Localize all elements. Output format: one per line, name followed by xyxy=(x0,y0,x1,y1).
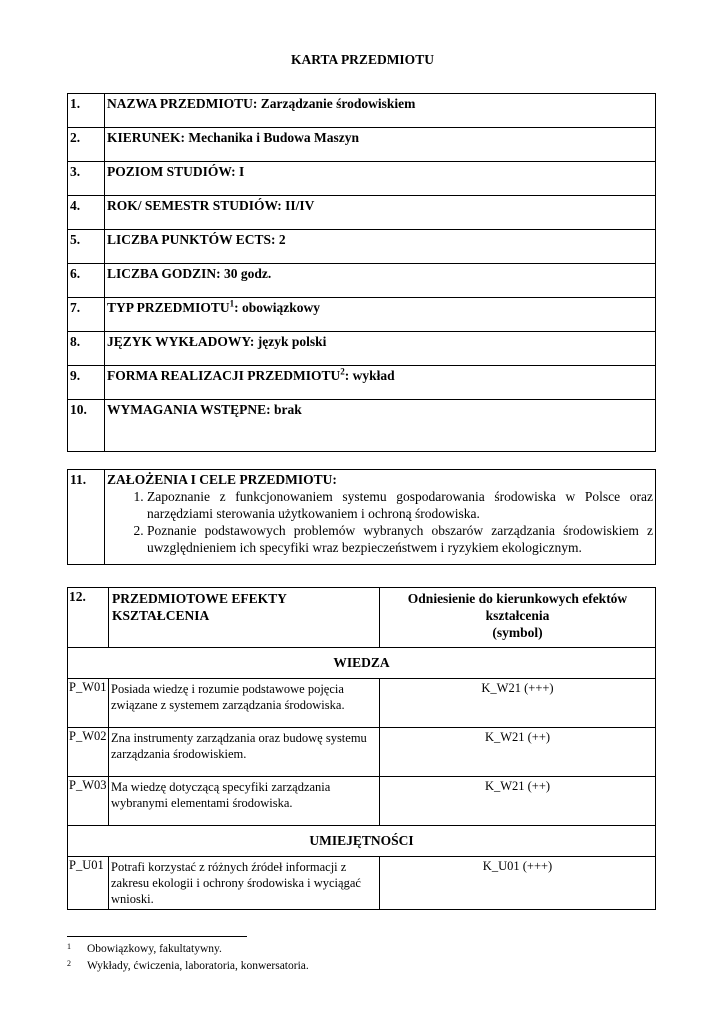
reference-column-header xyxy=(380,588,656,648)
outcome-row xyxy=(68,679,656,728)
course-info-row xyxy=(68,94,656,128)
outcome-reference: K_W21 (++) xyxy=(380,777,656,826)
section-heading: WIEDZA xyxy=(68,648,656,679)
row-value: : wykład xyxy=(344,368,395,383)
footnote-ref: 1 xyxy=(229,298,235,309)
course-info-row xyxy=(68,230,656,264)
row-content xyxy=(105,94,656,128)
outcome-row xyxy=(68,728,656,777)
outcomes-column-header xyxy=(109,588,380,648)
row-content xyxy=(105,264,656,298)
goals-number: 11. xyxy=(68,470,105,565)
outcomes-table xyxy=(67,587,656,910)
row-number: 10. xyxy=(68,400,105,452)
row-content xyxy=(105,332,656,366)
row-label: FORMA REALIZACJI PRZEDMIOTU xyxy=(107,368,341,383)
footnote-mark: 2 xyxy=(67,959,71,968)
outcome-description: Posiada wiedzę i rozumie podstawowe pojęcia związane z systemem zarządzania środowiska. xyxy=(109,679,380,728)
section-heading: UMIEJĘTNOŚCI xyxy=(68,826,656,857)
course-info-row xyxy=(68,196,656,230)
row-number: 8. xyxy=(68,332,105,366)
footnote-text: Obowiązkowy, fakultatywny. xyxy=(87,943,222,955)
row-number: 2. xyxy=(68,128,105,162)
goals-list xyxy=(107,488,653,556)
row-label: KIERUNEK: Mechanika i Budowa Maszyn xyxy=(107,130,360,145)
course-info-row xyxy=(68,264,656,298)
goal-item: 1. Zapoznanie z funkcjonowaniem systemu gospodarowania środowiska w Polsce oraz narzędziami sterowania użytkowaniem i ochroną środowiska. xyxy=(147,488,653,522)
row-label: TYP PRZEDMIOTU xyxy=(107,300,230,315)
course-info-row xyxy=(68,162,656,196)
row-label: WYMAGANIA WSTĘPNE: brak xyxy=(107,402,302,417)
row-number: 4. xyxy=(68,196,105,230)
header-line: PRZEDMIOTOWE EFEKTY xyxy=(112,591,287,606)
row-number: 1. xyxy=(68,94,105,128)
course-info-table xyxy=(67,93,656,452)
outcome-row xyxy=(68,857,656,910)
row-content xyxy=(105,298,656,332)
course-info-row xyxy=(68,128,656,162)
outcome-row xyxy=(68,777,656,826)
outcome-code: P_U01 xyxy=(68,857,109,910)
footnote-mark: 1 xyxy=(67,942,71,951)
outcome-description: Potrafi korzystać z różnych źródeł informacji z zakresu ekologii i ochrony środowiska i wyciągać wnioski. xyxy=(109,857,380,910)
header-line: Odniesienie do kierunkowych efektów xyxy=(407,591,628,606)
outcome-reference: K_W21 (++) xyxy=(380,728,656,777)
goals-table xyxy=(67,469,656,565)
row-content xyxy=(105,366,656,400)
footnote-ref: 2 xyxy=(340,366,345,377)
outcome-description: Ma wiedzę dotyczącą specyfiki zarządzania wybranymi elementami środowiska. xyxy=(109,777,380,826)
row-number: 3. xyxy=(68,162,105,196)
row-content xyxy=(105,128,656,162)
row-label: LICZBA PUNKTÓW ECTS: 2 xyxy=(107,232,286,247)
row-label: JĘZYK WYKŁADOWY: język polski xyxy=(107,334,327,349)
row-label: NAZWA PRZEDMIOTU: Zarządzanie środowiskiem xyxy=(107,96,416,111)
course-info-row xyxy=(68,366,656,400)
row-content xyxy=(105,162,656,196)
row-number: 7. xyxy=(68,298,105,332)
row-number: 6. xyxy=(68,264,105,298)
outcome-reference: K_W21 (+++) xyxy=(380,679,656,728)
course-info-row xyxy=(68,298,656,332)
outcomes-number: 12. xyxy=(68,588,109,648)
row-number: 5. xyxy=(68,230,105,264)
row-content xyxy=(105,196,656,230)
footnotes xyxy=(67,936,656,975)
footnote xyxy=(67,958,656,975)
footnote-rule xyxy=(67,936,247,937)
header-line: KSZTAŁCENIA xyxy=(112,608,210,623)
outcome-reference: K_U01 (+++) xyxy=(380,857,656,910)
section-row xyxy=(68,648,656,679)
page-title: KARTA PRZEDMIOTU xyxy=(291,52,434,67)
row-number: 9. xyxy=(68,366,105,400)
outcome-code: P_W02 xyxy=(68,728,109,777)
header-line: (symbol) xyxy=(492,625,543,640)
row-label: POZIOM STUDIÓW: I xyxy=(107,164,245,179)
row-value: : obowiązkowy xyxy=(234,300,321,315)
footnote-text: Wykłady, ćwiczenia, laboratoria, konwersatoria. xyxy=(87,960,309,972)
course-info-row xyxy=(68,400,656,452)
outcome-code: P_W01 xyxy=(68,679,109,728)
outcome-description: Zna instrumenty zarządzania oraz budowę systemu zarządzania środowiskiem. xyxy=(109,728,380,777)
row-label: LICZBA GODZIN: 30 godz. xyxy=(107,266,272,281)
outcome-code: P_W03 xyxy=(68,777,109,826)
section-row xyxy=(68,826,656,857)
course-info-row xyxy=(68,332,656,366)
footnote xyxy=(67,941,656,958)
row-content xyxy=(105,400,656,452)
header-line: kształcenia xyxy=(485,608,550,623)
row-content xyxy=(105,230,656,264)
goal-item: 2. Poznanie podstawowych problemów wybranych obszarów zarządzania środowiskiem z uwzględnieniem ich specyfiki wraz bezpieczeństwem i ryzykiem ekologicznym. xyxy=(147,522,653,556)
goals-heading: ZAŁOŻENIA I CELE PRZEDMIOTU: xyxy=(107,472,337,487)
row-label: ROK/ SEMESTR STUDIÓW: II/IV xyxy=(107,198,315,213)
